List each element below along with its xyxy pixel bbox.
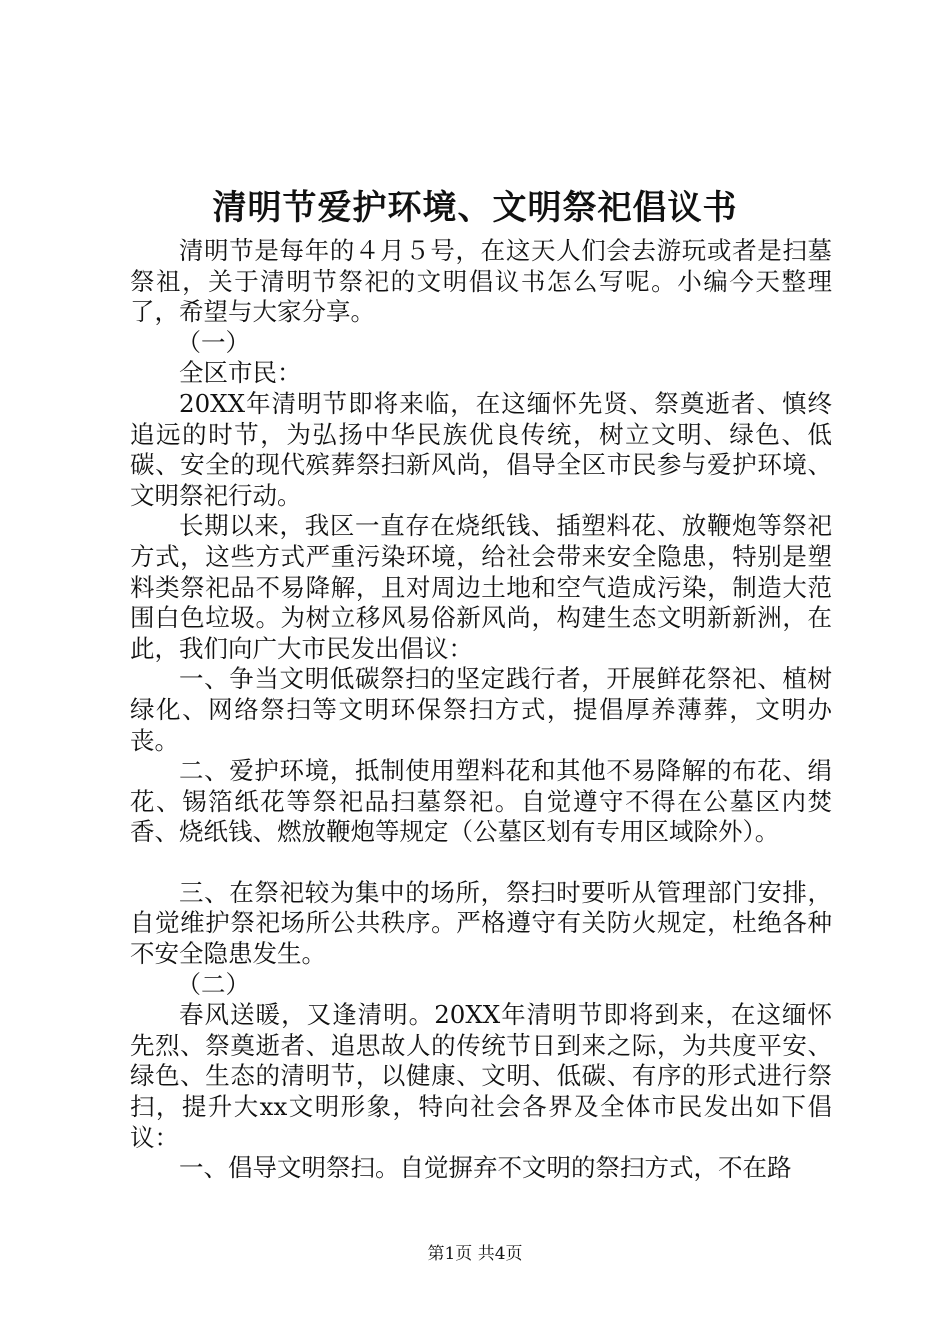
proposal-item-1: 一、争当文明低碳祭扫的坚定践行者，开展鲜花祭祀、植树绿化、网络祭扫等文明环保祭扫方式，提倡厚养薄葬，文明办丧。 — [130, 664, 832, 755]
page-number-footer: 第1页 共4页 — [427, 1244, 523, 1264]
section-heading-one: （一） — [176, 327, 251, 357]
intro-paragraph: 清明节是每年的４月５号，在这天人们会去游玩或者是扫墓祭祖，关于清明节祭祀的文明倡议书怎么写呢。小编今天整理了，希望与大家分享。 — [130, 236, 832, 327]
document-title: 清明节爱护环境、文明祭祀倡议书 — [212, 188, 738, 228]
paragraph-problem: 长期以来，我区一直存在烧纸钱、插塑料花、放鞭炮等祭祀方式，这些方式严重污染环境，给社会带来安全隐患，特别是塑料类祭祀品不易降解，且对周边土地和空气造成污染，制造大范围白色垃圾。为树立移风易俗新风尚，构建生态文明新新洲，在此，我们向广大市民发出倡议： — [130, 511, 832, 663]
salutation: 全区市民： — [179, 358, 302, 388]
section-heading-two: （二） — [176, 969, 251, 999]
proposal-item-2: 二、爱护环境，抵制使用塑料花和其他不易降解的布花、绢花、锡箔纸花等祭祀品扫墓祭祀。自觉遵守不得在公墓区内焚香、烧纸钱、燃放鞭炮等规定（公墓区划有专用区域除外）。 — [130, 756, 832, 847]
proposal-item-civil: 一、倡导文明祭扫。自觉摒弃不文明的祭扫方式，不在路 — [179, 1153, 792, 1183]
document-body — [130, 236, 832, 1184]
proposal-item-3: 三、在祭祀较为集中的场所，祭扫时要听从管理部门安排，自觉维护祭祀场所公共秩序。严格遵守有关防火规定，杜绝各种不安全隐患发生。 — [130, 877, 832, 969]
paragraph-spacer — [130, 848, 832, 878]
paragraph-background: 20XX年清明节即将来临，在这缅怀先贤、祭奠逝者、慎终追远的时节，为弘扬中华民族优良传统，树立文明、绿色、低碳、安全的现代殡葬祭扫新风尚，倡导全区市民参与爱护环境、文明祭祀行动。 — [130, 388, 832, 510]
paragraph-spring: 春风送暖，又逢清明。20XX年清明节即将到来，在这缅怀先烈、祭奠逝者、追思故人的传统节日到来之际，为共度平安、绿色、生态的清明节，以健康、文明、低碳、有序的形式进行祭扫，提升大xx文明形象，特向社会各界及全体市民发出如下倡议： — [130, 1000, 832, 1152]
